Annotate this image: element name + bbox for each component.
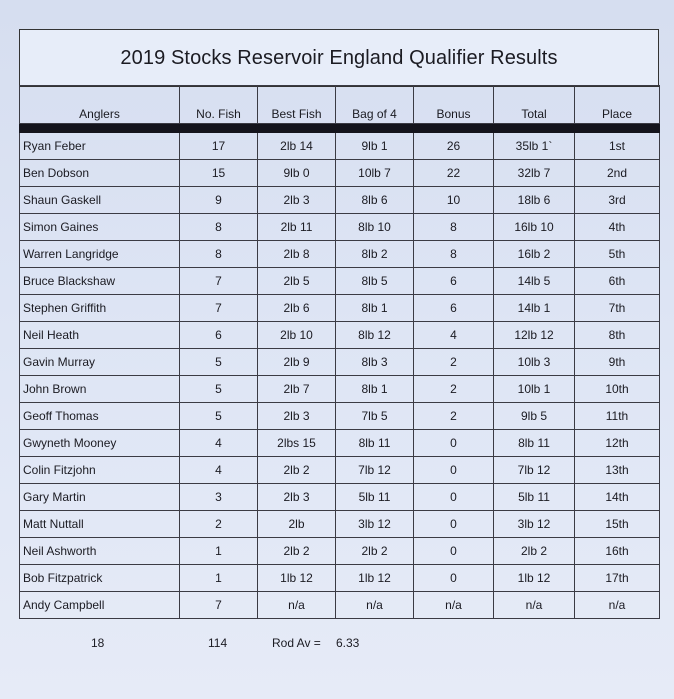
table-row [20, 160, 660, 187]
cell-bag-of-4: 8lb 3 [336, 349, 414, 376]
cell-angler-name: Gavin Murray [20, 349, 180, 376]
cell-place: 5th [575, 241, 660, 268]
cell-bag-of-4: 7lb 5 [336, 403, 414, 430]
sheet-title: 2019 Stocks Reservoir England Qualifier Results [120, 47, 558, 69]
cell-bonus: 6 [414, 268, 494, 295]
cell-bag-of-4: 8lb 1 [336, 295, 414, 322]
col-header-place: Place [575, 86, 660, 124]
cell-place: 10th [575, 376, 660, 403]
cell-angler-name: Neil Ashworth [20, 538, 180, 565]
cell-bonus: 26 [414, 133, 494, 160]
cell-bonus: 0 [414, 484, 494, 511]
col-header-total: Total [494, 86, 575, 124]
cell-no-fish: 8 [180, 214, 258, 241]
cell-no-fish: 15 [180, 160, 258, 187]
cell-best-fish: 2lb 3 [258, 187, 336, 214]
cell-place: 11th [575, 403, 660, 430]
cell-total: 3lb 12 [494, 511, 575, 538]
cell-angler-name: Neil Heath [20, 322, 180, 349]
cell-best-fish: 1lb 12 [258, 565, 336, 592]
cell-total: 16lb 10 [494, 214, 575, 241]
cell-place: 15th [575, 511, 660, 538]
table-row [20, 484, 660, 511]
cell-no-fish: 7 [180, 295, 258, 322]
cell-no-fish: 5 [180, 403, 258, 430]
cell-total: 9lb 5 [494, 403, 575, 430]
cell-best-fish: 2lb 5 [258, 268, 336, 295]
cell-place: 6th [575, 268, 660, 295]
table-row [20, 403, 660, 430]
cell-place: 2nd [575, 160, 660, 187]
cell-place: 9th [575, 349, 660, 376]
cell-no-fish: 4 [180, 430, 258, 457]
cell-bag-of-4: 5lb 11 [336, 484, 414, 511]
cell-bonus: 22 [414, 160, 494, 187]
cell-total: 35lb 1` [494, 133, 575, 160]
cell-no-fish: 8 [180, 241, 258, 268]
cell-total: 16lb 2 [494, 241, 575, 268]
cell-total: 10lb 1 [494, 376, 575, 403]
cell-best-fish: 2lb 2 [258, 538, 336, 565]
cell-bag-of-4: 7lb 12 [336, 457, 414, 484]
results-table [19, 85, 660, 619]
cell-bag-of-4: 8lb 2 [336, 241, 414, 268]
cell-bag-of-4: 8lb 6 [336, 187, 414, 214]
col-header-anglers: Anglers [20, 86, 180, 124]
table-row [20, 268, 660, 295]
cell-bag-of-4: 3lb 12 [336, 511, 414, 538]
table-row [20, 592, 660, 619]
col-header-best-fish: Best Fish [258, 86, 336, 124]
cell-no-fish: 7 [180, 268, 258, 295]
cell-bonus: 0 [414, 430, 494, 457]
cell-total: 10lb 3 [494, 349, 575, 376]
table-row [20, 457, 660, 484]
cell-no-fish: 4 [180, 457, 258, 484]
cell-best-fish: 2lb 14 [258, 133, 336, 160]
cell-best-fish: 2lb 7 [258, 376, 336, 403]
cell-bag-of-4: 10lb 7 [336, 160, 414, 187]
cell-best-fish: 2lb 11 [258, 214, 336, 241]
cell-angler-name: John Brown [20, 376, 180, 403]
cell-angler-name: Andy Campbell [20, 592, 180, 619]
cell-angler-name: Shaun Gaskell [20, 187, 180, 214]
cell-bonus: 2 [414, 376, 494, 403]
cell-place: 3rd [575, 187, 660, 214]
cell-bonus: 0 [414, 457, 494, 484]
cell-angler-name: Ryan Feber [20, 133, 180, 160]
cell-bonus: 8 [414, 214, 494, 241]
col-header-bonus: Bonus [414, 86, 494, 124]
cell-total: 7lb 12 [494, 457, 575, 484]
cell-bonus: 8 [414, 241, 494, 268]
cell-no-fish: 6 [180, 322, 258, 349]
cell-bag-of-4: 1lb 12 [336, 565, 414, 592]
table-row [20, 133, 660, 160]
cell-no-fish: 5 [180, 349, 258, 376]
cell-angler-name: Geoff Thomas [20, 403, 180, 430]
table-row [20, 322, 660, 349]
cell-angler-name: Bruce Blackshaw [20, 268, 180, 295]
table-row [20, 241, 660, 268]
cell-angler-name: Ben Dobson [20, 160, 180, 187]
cell-angler-name: Colin Fitzjohn [20, 457, 180, 484]
table-row [20, 511, 660, 538]
header-row [20, 86, 660, 124]
cell-bag-of-4: n/a [336, 592, 414, 619]
cell-angler-name: Gary Martin [20, 484, 180, 511]
cell-no-fish: 17 [180, 133, 258, 160]
title-box [19, 29, 659, 87]
cell-best-fish: 2lb 2 [258, 457, 336, 484]
cell-angler-name: Warren Langridge [20, 241, 180, 268]
cell-bonus: 0 [414, 538, 494, 565]
cell-total: 12lb 12 [494, 322, 575, 349]
cell-bonus: n/a [414, 592, 494, 619]
cell-bag-of-4: 8lb 12 [336, 322, 414, 349]
cell-place: 8th [575, 322, 660, 349]
cell-total: 5lb 11 [494, 484, 575, 511]
col-header-no-fish: No. Fish [180, 86, 258, 124]
col-header-bag-of-4: Bag of 4 [336, 86, 414, 124]
cell-place: 16th [575, 538, 660, 565]
cell-bonus: 0 [414, 565, 494, 592]
cell-bag-of-4: 8lb 5 [336, 268, 414, 295]
cell-no-fish: 9 [180, 187, 258, 214]
cell-bag-of-4: 2lb 2 [336, 538, 414, 565]
cell-total: 18lb 6 [494, 187, 575, 214]
footer-rod-av-value: 6.33 [336, 636, 360, 650]
cell-no-fish: 7 [180, 592, 258, 619]
cell-total: n/a [494, 592, 575, 619]
cell-best-fish: 2lb 3 [258, 484, 336, 511]
cell-best-fish: 2lb 6 [258, 295, 336, 322]
footer-rod-av-label: Rod Av = [272, 636, 321, 650]
cell-angler-name: Simon Gaines [20, 214, 180, 241]
cell-place: 4th [575, 214, 660, 241]
cell-total: 32lb 7 [494, 160, 575, 187]
cell-total: 8lb 11 [494, 430, 575, 457]
cell-no-fish: 5 [180, 376, 258, 403]
cell-place: 17th [575, 565, 660, 592]
footer-total-fish: 114 [208, 636, 228, 650]
cell-bag-of-4: 8lb 11 [336, 430, 414, 457]
footer-anglers-count: 18 [91, 636, 105, 650]
cell-no-fish: 2 [180, 511, 258, 538]
cell-place: n/a [575, 592, 660, 619]
cell-total: 14lb 1 [494, 295, 575, 322]
cell-place: 12th [575, 430, 660, 457]
header-separator-bar [20, 124, 660, 133]
cell-total: 1lb 12 [494, 565, 575, 592]
cell-best-fish: 2lb 3 [258, 403, 336, 430]
cell-best-fish: n/a [258, 592, 336, 619]
cell-best-fish: 2lbs 15 [258, 430, 336, 457]
table-row [20, 295, 660, 322]
cell-place: 1st [575, 133, 660, 160]
cell-angler-name: Stephen Griffith [20, 295, 180, 322]
cell-bag-of-4: 8lb 1 [336, 376, 414, 403]
cell-bonus: 4 [414, 322, 494, 349]
cell-best-fish: 9lb 0 [258, 160, 336, 187]
cell-place: 14th [575, 484, 660, 511]
cell-bag-of-4: 8lb 10 [336, 214, 414, 241]
cell-bonus: 6 [414, 295, 494, 322]
cell-no-fish: 1 [180, 538, 258, 565]
cell-angler-name: Matt Nuttall [20, 511, 180, 538]
cell-bonus: 0 [414, 511, 494, 538]
table-row [20, 376, 660, 403]
cell-angler-name: Gwyneth Mooney [20, 430, 180, 457]
table-row [20, 349, 660, 376]
cell-bag-of-4: 9lb 1 [336, 133, 414, 160]
cell-bonus: 10 [414, 187, 494, 214]
cell-best-fish: 2lb 8 [258, 241, 336, 268]
cell-best-fish: 2lb 9 [258, 349, 336, 376]
cell-bonus: 2 [414, 349, 494, 376]
table-row [20, 430, 660, 457]
table-row [20, 565, 660, 592]
cell-angler-name: Bob Fitzpatrick [20, 565, 180, 592]
cell-no-fish: 3 [180, 484, 258, 511]
table-row [20, 214, 660, 241]
table-row [20, 187, 660, 214]
table-row [20, 538, 660, 565]
cell-best-fish: 2lb [258, 511, 336, 538]
cell-place: 13th [575, 457, 660, 484]
cell-place: 7th [575, 295, 660, 322]
cell-bonus: 2 [414, 403, 494, 430]
cell-no-fish: 1 [180, 565, 258, 592]
cell-best-fish: 2lb 10 [258, 322, 336, 349]
cell-total: 14lb 5 [494, 268, 575, 295]
cell-total: 2lb 2 [494, 538, 575, 565]
